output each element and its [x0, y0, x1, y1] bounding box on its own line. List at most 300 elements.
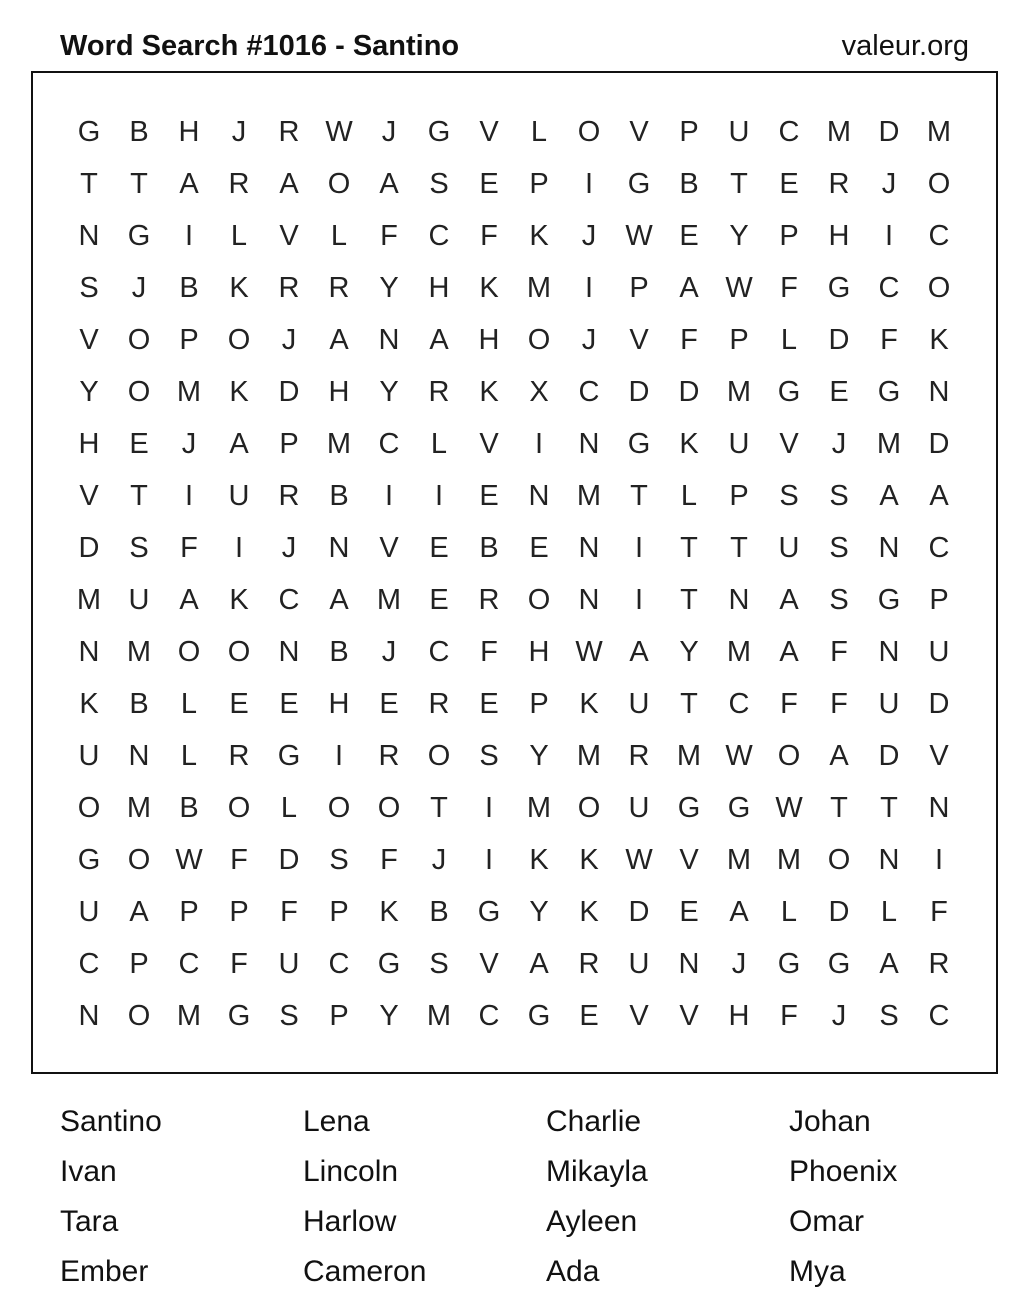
grid-letter: M: [76, 583, 102, 616]
grid-letter: T: [80, 167, 98, 200]
grid-letter: Y: [379, 271, 399, 304]
grid-letter: F: [280, 895, 298, 928]
grid-letter: A: [329, 323, 349, 356]
grid-letter: E: [379, 687, 399, 720]
grid-letter: G: [827, 947, 851, 980]
grid-letter: G: [127, 219, 151, 252]
grid-letter: D: [678, 375, 700, 408]
grid-letter: A: [429, 323, 449, 356]
grid-letter: K: [579, 895, 599, 928]
grid-letter: K: [229, 271, 249, 304]
grid-letter: T: [730, 531, 748, 564]
grid-letter: O: [527, 583, 551, 616]
grid-letter: O: [577, 115, 601, 148]
grid-letter: I: [934, 843, 944, 876]
grid-letter: M: [376, 583, 402, 616]
grid-letter: U: [278, 947, 300, 980]
grid-letter: C: [928, 999, 950, 1032]
grid-letter: L: [780, 323, 798, 356]
grid-letter: O: [377, 791, 401, 824]
grid-letter: V: [629, 115, 649, 148]
grid-letter: O: [127, 375, 151, 408]
grid-letter: S: [479, 739, 499, 772]
grid-letter: D: [828, 895, 850, 928]
grid-letter: F: [230, 843, 248, 876]
grid-letter: B: [179, 791, 199, 824]
grid-letter: F: [230, 947, 248, 980]
grid-letter: J: [831, 999, 847, 1032]
grid-letter: H: [478, 323, 500, 356]
grid-letter: B: [679, 167, 699, 200]
grid-letter: G: [277, 739, 301, 772]
grid-letter: J: [431, 843, 447, 876]
grid-letter: C: [878, 271, 900, 304]
grid-letter: T: [680, 687, 698, 720]
grid-letter: P: [629, 271, 649, 304]
grid-letter: A: [629, 635, 649, 668]
grid-letter: W: [725, 739, 753, 772]
grid-letter: B: [179, 271, 199, 304]
grid-letter: D: [828, 323, 850, 356]
grid-letter: C: [428, 635, 450, 668]
grid-letter: K: [479, 375, 499, 408]
grid-letter: G: [777, 947, 801, 980]
grid-letter: M: [126, 635, 152, 668]
grid-letter: U: [228, 479, 250, 512]
grid-letter: I: [384, 479, 394, 512]
grid-letter: L: [230, 219, 248, 252]
grid-letter: F: [480, 219, 498, 252]
grid-letter: N: [928, 375, 950, 408]
grid-letter: I: [434, 479, 444, 512]
puzzle-title: Word Search #1016 - Santino: [60, 30, 460, 62]
grid-letter: P: [529, 687, 549, 720]
grid-letter: G: [77, 843, 101, 876]
grid-letter: R: [278, 271, 300, 304]
grid-letter: L: [280, 791, 298, 824]
grid-letter: G: [527, 999, 551, 1032]
grid-letter: F: [880, 323, 898, 356]
grid-letter: P: [729, 323, 749, 356]
grid-letter: E: [479, 687, 499, 720]
grid-letter: C: [728, 687, 750, 720]
word-list-item: Santino: [60, 1105, 162, 1138]
grid-letter: A: [779, 583, 799, 616]
grid-letter: O: [427, 739, 451, 772]
grid-letter: C: [278, 583, 300, 616]
word-list-item: Ada: [546, 1255, 600, 1288]
grid-letter: G: [377, 947, 401, 980]
grid-letter: L: [880, 895, 898, 928]
grid-letter: V: [279, 219, 299, 252]
grid-letter: J: [231, 115, 247, 148]
grid-letter: A: [229, 427, 249, 460]
grid-letter: C: [478, 999, 500, 1032]
grid-letter: D: [78, 531, 100, 564]
grid-letter: V: [929, 739, 949, 772]
grid-letter: S: [329, 843, 349, 876]
grid-letter: N: [578, 531, 600, 564]
grid-letter: J: [181, 427, 197, 460]
word-list-item: Phoenix: [789, 1155, 898, 1188]
grid-letter: A: [129, 895, 149, 928]
grid-letter: O: [227, 791, 251, 824]
grid-letter: R: [628, 739, 650, 772]
grid-letter: S: [829, 479, 849, 512]
grid-letter: Y: [79, 375, 99, 408]
grid-letter: A: [879, 479, 899, 512]
grid-letter: R: [228, 739, 250, 772]
grid-letter: E: [279, 687, 299, 720]
grid-letter: P: [279, 427, 299, 460]
grid-letter: H: [328, 375, 350, 408]
grid-letter: L: [330, 219, 348, 252]
grid-letter: R: [378, 739, 400, 772]
grid-letter: U: [628, 791, 650, 824]
grid-letter: U: [78, 739, 100, 772]
grid-letter: U: [628, 687, 650, 720]
grid-letter: E: [779, 167, 799, 200]
grid-letter: F: [930, 895, 948, 928]
grid-letter: M: [726, 635, 752, 668]
grid-letter: A: [879, 947, 899, 980]
grid-letter: E: [829, 375, 849, 408]
grid-letter: M: [876, 427, 902, 460]
word-list-item: Lena: [303, 1105, 370, 1138]
grid-letter: M: [576, 739, 602, 772]
grid-letter: L: [180, 687, 198, 720]
grid-letter: E: [479, 479, 499, 512]
grid-letter: K: [229, 583, 249, 616]
grid-letter: C: [428, 219, 450, 252]
grid-letter: N: [528, 479, 550, 512]
grid-letter: C: [578, 375, 600, 408]
word-list-item: Ayleen: [546, 1205, 638, 1238]
grid-letter: A: [829, 739, 849, 772]
grid-letter: J: [281, 531, 297, 564]
grid-letter: M: [326, 427, 352, 460]
grid-letter: I: [534, 427, 544, 460]
grid-letter: C: [178, 947, 200, 980]
grid-letter: I: [634, 583, 644, 616]
grid-letter: K: [79, 687, 99, 720]
grid-letter: M: [726, 375, 752, 408]
grid-letter: F: [480, 635, 498, 668]
grid-letter: R: [578, 947, 600, 980]
grid-letter: R: [278, 115, 300, 148]
grid-letter: N: [878, 531, 900, 564]
grid-letter: H: [78, 427, 100, 460]
grid-letter: J: [381, 635, 397, 668]
grid-letter: R: [278, 479, 300, 512]
grid-letter: A: [779, 635, 799, 668]
grid-letter: N: [878, 635, 900, 668]
grid-letter: U: [628, 947, 650, 980]
grid-letter: V: [79, 479, 99, 512]
grid-letter: P: [529, 167, 549, 200]
grid-letter: G: [677, 791, 701, 824]
grid-letter: I: [634, 531, 644, 564]
grid-letter: T: [130, 167, 148, 200]
grid-letter: D: [278, 843, 300, 876]
grid-letter: O: [927, 167, 951, 200]
word-list-item: Lincoln: [303, 1155, 399, 1188]
grid-letter: T: [680, 531, 698, 564]
grid-letter: N: [878, 843, 900, 876]
grid-letter: L: [780, 895, 798, 928]
grid-letter: F: [780, 687, 798, 720]
grid-letter: P: [329, 999, 349, 1032]
grid-letter: S: [829, 531, 849, 564]
grid-letter: W: [625, 219, 653, 252]
grid-letter: Y: [679, 635, 699, 668]
grid-letter: B: [479, 531, 499, 564]
grid-letter: V: [479, 947, 499, 980]
grid-letter: P: [679, 115, 699, 148]
grid-letter: I: [184, 479, 194, 512]
grid-letter: L: [430, 427, 448, 460]
grid-letter: A: [279, 167, 299, 200]
letter-grid: [64, 106, 964, 1042]
grid-letter: J: [731, 947, 747, 980]
grid-letter: F: [830, 635, 848, 668]
grid-letter: K: [679, 427, 699, 460]
grid-letter: O: [327, 791, 351, 824]
grid-letter: H: [728, 999, 750, 1032]
grid-letter: Y: [529, 895, 549, 928]
grid-letter: K: [579, 687, 599, 720]
grid-letter: T: [680, 583, 698, 616]
grid-letter: O: [327, 167, 351, 200]
word-list-item: Ember: [60, 1255, 149, 1288]
grid-letter: E: [679, 895, 699, 928]
grid-letter: N: [78, 635, 100, 668]
grid-letter: J: [381, 115, 397, 148]
grid-letter: W: [575, 635, 603, 668]
grid-letter: E: [429, 531, 449, 564]
grid-letter: M: [826, 115, 852, 148]
grid-letter: D: [278, 375, 300, 408]
grid-letter: B: [129, 687, 149, 720]
grid-letter: Y: [729, 219, 749, 252]
grid-letter: V: [629, 323, 649, 356]
grid-letter: O: [127, 843, 151, 876]
grid-letter: N: [78, 999, 100, 1032]
grid-letter: A: [179, 583, 199, 616]
grid-letter: K: [529, 843, 549, 876]
grid-letter: N: [78, 219, 100, 252]
grid-letter: M: [776, 843, 802, 876]
grid-letter: R: [828, 167, 850, 200]
grid-letter: V: [479, 115, 499, 148]
grid-letter: W: [725, 271, 753, 304]
grid-letter: P: [129, 947, 149, 980]
grid-letter: V: [79, 323, 99, 356]
grid-letter: P: [729, 479, 749, 512]
grid-letter: N: [578, 427, 600, 460]
grid-letter: R: [478, 583, 500, 616]
letter-grid-frame: [31, 71, 998, 1074]
grid-letter: K: [529, 219, 549, 252]
grid-letter: B: [429, 895, 449, 928]
grid-letter: S: [879, 999, 899, 1032]
grid-letter: O: [77, 791, 101, 824]
grid-letter: C: [778, 115, 800, 148]
grid-letter: A: [729, 895, 749, 928]
grid-letter: R: [228, 167, 250, 200]
word-list-item: Johan: [789, 1105, 871, 1138]
grid-letter: J: [131, 271, 147, 304]
grid-letter: H: [528, 635, 550, 668]
grid-letter: O: [227, 635, 251, 668]
grid-letter: N: [578, 583, 600, 616]
word-list-item: Ivan: [60, 1155, 117, 1188]
grid-letter: I: [584, 271, 594, 304]
grid-letter: A: [929, 479, 949, 512]
grid-letter: K: [379, 895, 399, 928]
grid-letter: J: [281, 323, 297, 356]
grid-letter: P: [329, 895, 349, 928]
grid-letter: D: [878, 115, 900, 148]
grid-letter: C: [328, 947, 350, 980]
grid-letter: W: [775, 791, 803, 824]
grid-letter: U: [78, 895, 100, 928]
grid-letter: G: [827, 271, 851, 304]
grid-letter: S: [779, 479, 799, 512]
grid-letter: E: [579, 999, 599, 1032]
grid-letter: A: [329, 583, 349, 616]
grid-letter: P: [229, 895, 249, 928]
grid-letter: M: [526, 271, 552, 304]
word-list-item: Omar: [789, 1205, 864, 1238]
grid-letter: K: [929, 323, 949, 356]
grid-letter: V: [679, 843, 699, 876]
word-list-item: Cameron: [303, 1255, 427, 1288]
grid-letter: G: [777, 375, 801, 408]
word-list-item: Harlow: [303, 1205, 397, 1238]
grid-letter: D: [628, 895, 650, 928]
grid-letter: M: [176, 999, 202, 1032]
grid-letter: J: [581, 323, 597, 356]
grid-letter: C: [378, 427, 400, 460]
grid-letter: F: [380, 219, 398, 252]
word-list-item: Mya: [789, 1255, 846, 1288]
grid-letter: U: [778, 531, 800, 564]
grid-letter: Y: [379, 375, 399, 408]
grid-letter: B: [129, 115, 149, 148]
grid-letter: G: [477, 895, 501, 928]
grid-letter: O: [127, 999, 151, 1032]
grid-letter: C: [928, 531, 950, 564]
grid-letter: C: [928, 219, 950, 252]
grid-letter: W: [625, 843, 653, 876]
grid-letter: N: [728, 583, 750, 616]
grid-letter: T: [130, 479, 148, 512]
grid-letter: N: [128, 739, 150, 772]
grid-letter: I: [234, 531, 244, 564]
grid-letter: O: [177, 635, 201, 668]
grid-letter: O: [577, 791, 601, 824]
grid-letter: D: [878, 739, 900, 772]
grid-letter: V: [679, 999, 699, 1032]
grid-letter: A: [179, 167, 199, 200]
grid-letter: I: [584, 167, 594, 200]
grid-letter: S: [829, 583, 849, 616]
grid-letter: S: [79, 271, 99, 304]
site-name: valeur.org: [841, 30, 969, 62]
grid-letter: R: [428, 375, 450, 408]
grid-letter: O: [827, 843, 851, 876]
grid-letter: S: [429, 947, 449, 980]
word-list-item: Mikayla: [546, 1155, 648, 1188]
grid-letter: E: [679, 219, 699, 252]
grid-letter: A: [529, 947, 549, 980]
grid-letter: J: [831, 427, 847, 460]
grid-letter: M: [126, 791, 152, 824]
grid-letter: N: [678, 947, 700, 980]
grid-letter: D: [628, 375, 650, 408]
grid-letter: U: [878, 687, 900, 720]
grid-letter: E: [229, 687, 249, 720]
grid-letter: I: [334, 739, 344, 772]
grid-letter: L: [180, 739, 198, 772]
grid-letter: T: [630, 479, 648, 512]
grid-letter: V: [479, 427, 499, 460]
grid-letter: V: [779, 427, 799, 460]
grid-letter: N: [328, 531, 350, 564]
grid-letter: V: [629, 999, 649, 1032]
grid-letter: L: [680, 479, 698, 512]
grid-letter: I: [184, 219, 194, 252]
grid-letter: G: [227, 999, 251, 1032]
grid-letter: G: [627, 427, 651, 460]
grid-letter: Y: [529, 739, 549, 772]
grid-letter: P: [929, 583, 949, 616]
grid-letter: B: [329, 479, 349, 512]
grid-letter: K: [579, 843, 599, 876]
grid-letter: P: [779, 219, 799, 252]
grid-letter: K: [479, 271, 499, 304]
grid-letter: G: [727, 791, 751, 824]
grid-letter: R: [328, 271, 350, 304]
grid-letter: F: [380, 843, 398, 876]
grid-letter: F: [680, 323, 698, 356]
grid-letter: O: [227, 323, 251, 356]
grid-letter: O: [777, 739, 801, 772]
grid-letter: U: [728, 115, 750, 148]
grid-letter: S: [429, 167, 449, 200]
grid-letter: D: [928, 687, 950, 720]
grid-letter: A: [679, 271, 699, 304]
grid-letter: I: [884, 219, 894, 252]
grid-letter: O: [127, 323, 151, 356]
grid-letter: T: [830, 791, 848, 824]
grid-letter: J: [881, 167, 897, 200]
grid-letter: D: [928, 427, 950, 460]
grid-letter: M: [676, 739, 702, 772]
grid-letter: G: [627, 167, 651, 200]
grid-letter: E: [529, 531, 549, 564]
grid-letter: R: [428, 687, 450, 720]
grid-letter: U: [928, 635, 950, 668]
grid-letter: J: [581, 219, 597, 252]
grid-letter: P: [179, 323, 199, 356]
grid-letter: B: [329, 635, 349, 668]
grid-letter: X: [529, 375, 549, 408]
grid-letter: T: [730, 167, 748, 200]
grid-letter: V: [379, 531, 399, 564]
word-list-item: Charlie: [546, 1105, 642, 1138]
